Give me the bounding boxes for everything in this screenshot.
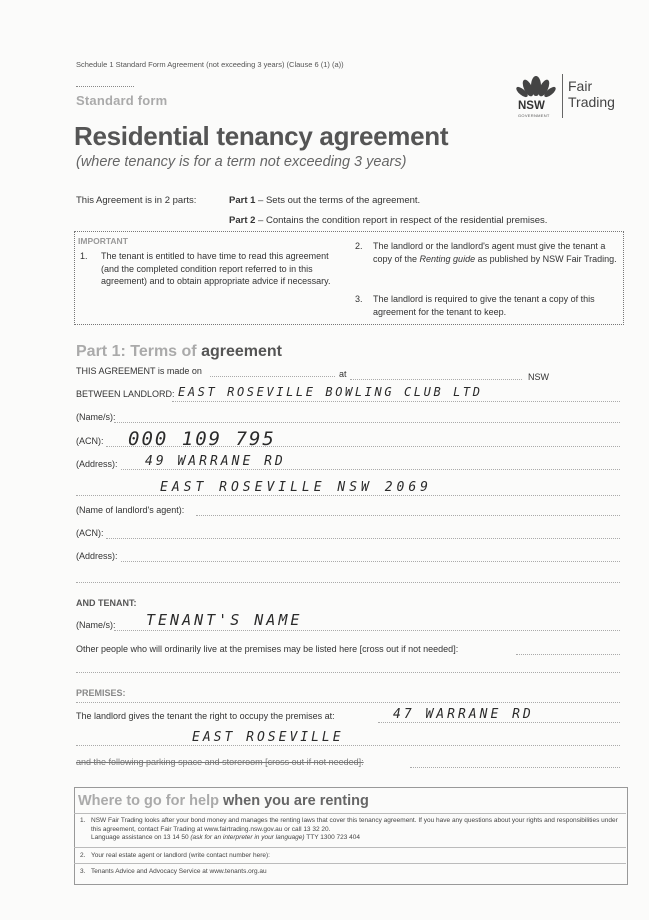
acn-line (106, 446, 620, 447)
at-label: at (339, 369, 347, 379)
dotted-rule (76, 86, 134, 87)
part2-description (229, 215, 547, 226)
help-item-text: NSW Fair Trading looks after your bond money and manages the renting laws that cover this tenancy agreement. If you have any questions about your rights and responsibilities under this agreement, contact Fair Trading at www.fairtrading.nsw.gov.au or call 13 32 20. (91, 817, 618, 833)
help-title (78, 793, 369, 809)
important-item-text: The tenant is entitled to have time to read this agreement (and the completed condition report referred to in this agreement) and to obtain appropriate advice if necessary. (101, 251, 331, 286)
standard-form-label: Standard form (76, 93, 168, 108)
address-line2-value: EAST ROSEVILLE NSW 2069 (160, 480, 433, 495)
part1-text: – Sets out the terms of the agreement. (255, 195, 421, 206)
other-people-line2 (76, 672, 620, 673)
logo-divider (562, 74, 563, 118)
important-item-text-b: as published by NSW Fair Trading. (475, 253, 617, 264)
tenant-name-value: TENANT'S NAME (146, 611, 303, 629)
tenant-names-line (114, 630, 620, 631)
important-title: IMPORTANT (78, 236, 128, 246)
agent-name-line (196, 515, 620, 516)
agreement-parts-intro: This Agreement is in 2 parts: (76, 195, 197, 206)
logo-trading-text: Trading (568, 94, 615, 110)
premises-text: The landlord gives the tenant the right to occupy the premises at: (76, 711, 335, 721)
premises-line2 (76, 745, 620, 746)
part2-text: – Contains the condition report in respect of the residential premises. (255, 215, 548, 226)
premises-label: PREMISES: (76, 688, 126, 698)
premises-rule (76, 702, 620, 703)
parking-line (410, 767, 620, 768)
address-line1 (121, 469, 620, 470)
address-label: (Address): (76, 459, 118, 469)
landlord-line (172, 401, 620, 402)
help-title-a: Where to go for help (78, 793, 219, 809)
important-item-text: The landlord is required to give the tenant a copy of this agreement for the tenant to keep. (373, 294, 595, 317)
made-on-label: THIS AGREEMENT is made on (76, 366, 202, 376)
logo-fair-text: Fair (568, 78, 593, 94)
agent-acn-label: (ACN): (76, 528, 104, 538)
agent-name-label: (Name of landlord's agent): (76, 505, 185, 515)
important-item-number: 3. (355, 294, 363, 304)
schedule-reference: Schedule 1 Standard Form Agreement (not exceeding 3 years) (Clause 6 (1) (a)) (76, 60, 344, 69)
help-separator (74, 847, 626, 848)
help-item-language (91, 834, 621, 843)
language-assistance-text: Language assistance on 13 14 50 (91, 834, 191, 841)
agent-address-line2 (76, 582, 620, 583)
agent-acn-line (106, 538, 620, 539)
address-line1-value: 49 WARRANE RD (145, 454, 286, 469)
help-item-text: Your real estate agent or landlord (write contact number here): (91, 852, 270, 859)
logo-government-text: GOVERNMENT (518, 113, 550, 118)
other-people-line (516, 654, 620, 655)
document-subtitle: (where tenancy is for a term not exceeding 3 years) (76, 154, 407, 170)
logo-nsw-text: NSW (518, 100, 545, 112)
address-line2 (76, 495, 620, 496)
nsw-fair-trading-logo (510, 72, 630, 122)
important-item-text-a: The landlord or the landlord's agent must give the tenant a copy of the (373, 241, 606, 264)
acn-label: (ACN): (76, 436, 104, 446)
help-title-b: when you are renting (218, 793, 369, 809)
other-people-label: Other people who will ordinarily live at the premises may be listed here [cross out if not needed]: (76, 644, 459, 654)
renting-guide-title: Renting guide (419, 253, 476, 264)
premises-line2-value: EAST ROSEVILLE (192, 730, 344, 745)
agent-address-label: (Address): (76, 551, 118, 561)
part1-description (229, 195, 420, 206)
waratah-flower-icon (516, 72, 556, 100)
premises-line1-value: 47 WARRANE RD (393, 707, 534, 722)
interpreter-note: (ask for an interpreter in your language) (190, 834, 305, 841)
help-item-number: 2. (80, 852, 86, 859)
tenant-names-label: (Name/s): (76, 620, 116, 630)
help-separator (74, 813, 626, 814)
important-item-number: 1. (80, 251, 88, 261)
part1-heading-a: Part 1: Terms of (76, 343, 197, 360)
part2-label: Part 2 (229, 215, 256, 226)
made-on-line (210, 376, 335, 377)
between-landlord-label: BETWEEN LANDLORD: (76, 389, 175, 399)
part1-heading-b: agreement (196, 343, 282, 360)
document-title: Residential tenancy agreement (74, 121, 449, 151)
tty-number: TTY 1300 723 404 (304, 834, 360, 841)
landlord-name-value: EAST ROSEVILLE BOWLING CLUB LTD (178, 385, 483, 399)
agent-address-line (121, 561, 620, 562)
help-item-text: Tenants Advice and Advocacy Service at www.tenants.org.au (91, 868, 267, 875)
at-line (350, 379, 522, 380)
help-item-number: 1. (80, 817, 86, 824)
and-tenant-label: AND TENANT: (76, 598, 137, 608)
part1-label: Part 1 (229, 195, 256, 206)
landlord-names-line (114, 422, 620, 423)
important-item-number: 2. (355, 241, 363, 251)
acn-value: 000 109 795 (128, 428, 276, 450)
premises-line1 (378, 722, 620, 723)
important-item-text (373, 240, 618, 265)
part1-heading (76, 343, 282, 361)
parking-storeroom-label: and the following parking space and storeroom [cross out if not needed]: (76, 757, 364, 767)
help-separator (74, 863, 626, 864)
nsw-label: NSW (528, 372, 549, 382)
help-item-number: 3. (80, 868, 86, 875)
landlord-names-label: (Name/s): (76, 412, 116, 422)
